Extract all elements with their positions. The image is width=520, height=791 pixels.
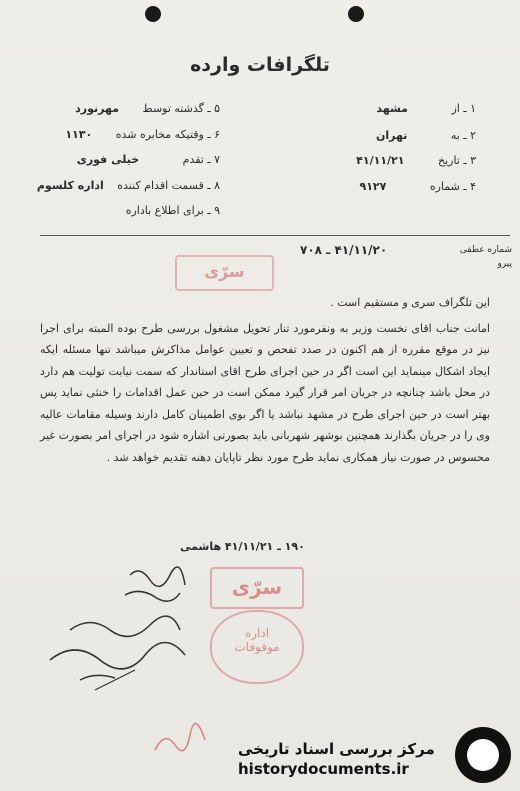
field-for-info: [126, 204, 220, 217]
secret-stamp: سرّی: [210, 567, 304, 609]
field-value: ۴۱/۱۱/۲۱: [356, 154, 405, 167]
field-value: مهرنورد: [75, 102, 120, 115]
punch-hole: [145, 6, 161, 22]
document-title: تلگرافات وارده: [190, 54, 330, 76]
field-label: ۶ ـ وقتیکه مخابره شده: [115, 128, 220, 141]
field-value: ۹۱۲۷: [359, 180, 387, 193]
field-transmit-time: [65, 128, 220, 141]
body-paragraph: امانت جناب اقای نخست وزیر به ونفرمورد تنار تحویل مشغول بررسی طرح بوده المبته برای اجرا نیز در موقع مقرره از هم اکنون در صدد تفحص و تعیین عوامل مذاکرش میباشد تنها مسئله ایکه ایجاد اشکال مینماید این است اگر در حین اجرای طرح اقای استاندار که سمت نیابت تولیت هم دارد در محل باشد چنانچه در جریان امر قرار گیرد ممکن است در حین عمل اقدامات را خنثی نماید پس بهتر است در حین اجرای طرح در مشهد نباشد یا اگر بوی اطمینان کامل دارند وسیله مقامات عالیه وی را در جریان بگذارند همچنین بوشهر شهربانی باید بصورتی اشاره شود در اجرای امر بصورت غیر محسوس در صورت نیاز همکاری نماید طرح مورد نظر تاپایان دهنه تقدیم خواهد شد .: [40, 321, 490, 464]
field-value: خیلی فوری: [76, 153, 140, 166]
reference-number: ۴۱/۱۱/۲۰ ـ ۷۰۸: [300, 243, 388, 257]
field-label: ۴ ـ شماره: [429, 180, 476, 193]
field-date: [356, 154, 476, 167]
signature-line: ۱۹۰ ـ ۴۱/۱۱/۲۱ هاشمی: [180, 540, 305, 553]
footer-org-name: مرکز بررسی اسناد تاریخی: [238, 740, 435, 758]
reference-label-line: پیرو: [497, 259, 512, 269]
office-stamp: [210, 610, 304, 684]
body-paragraph: این تلگراف سری و مستقیم است .: [330, 296, 490, 309]
field-from: [376, 102, 476, 115]
secret-stamp: سرّی: [175, 255, 274, 291]
reference-label-line: شماره عطفی: [459, 245, 512, 255]
field-label: ۹ ـ برای اطلاع باداره: [125, 204, 220, 217]
field-priority: [77, 153, 220, 166]
divider: [40, 235, 510, 236]
reference-label: [460, 243, 512, 271]
stamp-text: موقوفات: [234, 640, 280, 654]
red-annotation: [150, 720, 220, 760]
field-value: تهران: [375, 129, 408, 142]
field-action-dept: [37, 179, 220, 192]
field-to: [376, 129, 476, 142]
field-value: ۱۱۳۰: [65, 128, 93, 141]
field-value: مشهد: [376, 102, 408, 115]
logo-center: [467, 739, 499, 771]
field-label: ۵ ـ گذشته توسط: [142, 102, 220, 115]
field-label: ۸ ـ قسمت اقدام کننده: [117, 179, 220, 192]
field-sent-by: [75, 102, 220, 115]
field-label: ۱ ـ از: [451, 102, 476, 115]
field-label: ۷ ـ تقدم: [182, 153, 220, 166]
telegram-body: [40, 292, 490, 468]
footer-url: historydocuments.ir: [238, 760, 409, 778]
handwritten-notes: [40, 560, 200, 700]
telegram-fields: [0, 98, 520, 218]
archive-logo-icon: [455, 727, 511, 783]
field-label: ۲ ـ به: [450, 129, 476, 142]
field-label: ۳ ـ تاریخ: [437, 154, 476, 167]
field-number: [360, 180, 477, 193]
punch-hole: [348, 6, 364, 22]
stamp-text: اداره: [244, 626, 270, 640]
field-value: اداره کلسوم: [36, 179, 104, 192]
